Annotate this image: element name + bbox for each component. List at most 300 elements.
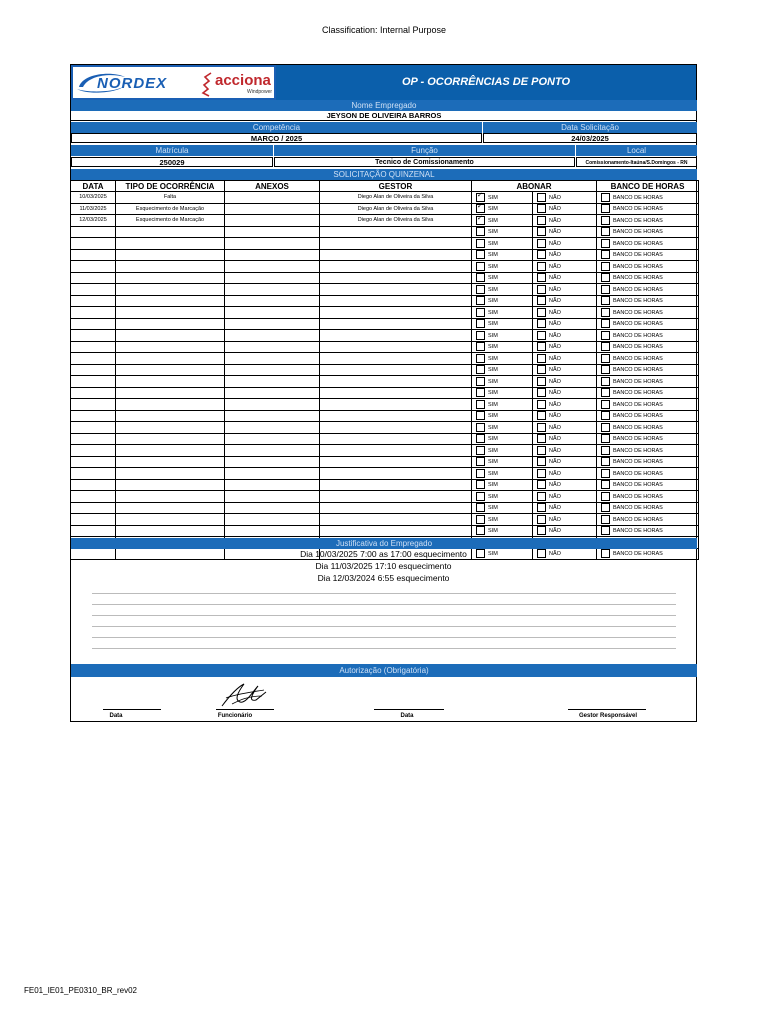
cell-gestor[interactable]	[320, 445, 472, 457]
checkbox-icon[interactable]	[537, 434, 546, 443]
cell-data[interactable]	[71, 318, 116, 330]
checkbox-icon[interactable]	[476, 204, 485, 213]
banco-option	[597, 226, 699, 238]
cell-data[interactable]	[71, 364, 116, 376]
checkbox-icon[interactable]	[537, 492, 546, 501]
cell-tipo[interactable]	[116, 318, 225, 330]
cell-gestor[interactable]	[320, 399, 472, 411]
acciona-logo-subtext: Windpower	[247, 89, 273, 95]
checkbox-icon[interactable]	[476, 526, 485, 535]
checkbox-icon[interactable]	[537, 526, 546, 535]
nao-option	[533, 353, 597, 365]
banco-option-label: BANCO DE HORAS	[613, 551, 663, 558]
cell-gestor[interactable]	[320, 364, 472, 376]
checkbox-icon[interactable]	[537, 400, 546, 409]
cell-anexos[interactable]	[225, 364, 320, 376]
cell-data[interactable]	[71, 341, 116, 353]
cell-anexos[interactable]	[225, 410, 320, 422]
checkbox-icon[interactable]	[476, 262, 485, 271]
checkbox-icon[interactable]	[537, 515, 546, 524]
sim-option	[472, 238, 533, 250]
checkbox-icon[interactable]	[537, 227, 546, 236]
cell-tipo[interactable]	[116, 422, 225, 434]
cell-tipo[interactable]: Esquecimento de Marcação	[116, 215, 225, 227]
checkbox-icon[interactable]	[537, 354, 546, 363]
checkbox-icon[interactable]	[537, 480, 546, 489]
cell-gestor[interactable]	[320, 491, 472, 503]
sim-option-label: SIM	[488, 321, 498, 328]
checkbox-icon[interactable]	[601, 457, 610, 466]
banco-option	[597, 410, 699, 422]
checkbox-icon[interactable]	[601, 285, 610, 294]
banco-option	[597, 295, 699, 307]
checkbox-icon[interactable]	[476, 239, 485, 248]
section-title: SOLICITAÇÃO QUINZENAL	[71, 169, 697, 180]
checkbox-icon[interactable]	[601, 239, 610, 248]
checkbox-icon[interactable]	[537, 423, 546, 432]
checkbox-icon[interactable]	[537, 250, 546, 259]
nao-option	[533, 491, 597, 503]
checkbox-icon[interactable]	[601, 319, 610, 328]
cell-data[interactable]	[71, 399, 116, 411]
cell-gestor[interactable]: Diego Alan de Oliveira da Silva	[320, 203, 472, 215]
checkbox-icon[interactable]	[476, 492, 485, 501]
cell-data[interactable]	[71, 295, 116, 307]
cell-data[interactable]	[71, 238, 116, 250]
cell-data[interactable]	[71, 445, 116, 457]
nao-option	[533, 226, 597, 238]
banco-option-label: BANCO DE HORAS	[613, 229, 663, 236]
cell-data[interactable]	[71, 514, 116, 526]
sim-option	[472, 422, 533, 434]
cell-tipo[interactable]	[116, 456, 225, 468]
table-row	[71, 295, 699, 307]
nao-option-label: NÃO	[549, 194, 561, 201]
checkbox-icon[interactable]	[537, 262, 546, 271]
checkbox-icon[interactable]	[537, 193, 546, 202]
checkbox-icon[interactable]	[601, 503, 610, 512]
sim-option	[472, 192, 533, 204]
checkbox-icon[interactable]	[601, 216, 610, 225]
checkbox-icon[interactable]	[476, 411, 485, 420]
justification-line-2: Dia 11/03/2025 17:10 esquecimento	[315, 561, 452, 571]
sim-option-label: SIM	[488, 252, 498, 259]
cell-data[interactable]	[71, 353, 116, 365]
cell-gestor[interactable]	[320, 502, 472, 514]
checkbox-icon[interactable]	[476, 250, 485, 259]
cell-tipo[interactable]	[116, 249, 225, 261]
cell-gestor[interactable]	[320, 479, 472, 491]
checkbox-icon[interactable]	[601, 204, 610, 213]
cell-data[interactable]	[71, 272, 116, 284]
cell-gestor[interactable]	[320, 410, 472, 422]
checkbox-icon[interactable]	[476, 193, 485, 202]
banco-option	[597, 445, 699, 457]
local-label: Local	[576, 145, 697, 156]
banco-option-label: BANCO DE HORAS	[613, 298, 663, 305]
checkbox-icon[interactable]	[601, 296, 610, 305]
cell-anexos[interactable]	[225, 525, 320, 537]
checkbox-icon[interactable]	[601, 354, 610, 363]
cell-gestor[interactable]	[320, 307, 472, 319]
cell-tipo[interactable]	[116, 479, 225, 491]
banco-option	[597, 249, 699, 261]
banco-option-label: BANCO DE HORAS	[613, 378, 663, 385]
sim-option-label: SIM	[488, 424, 498, 431]
checkbox-icon[interactable]	[476, 377, 485, 386]
checkbox-icon[interactable]	[537, 308, 546, 317]
cell-tipo[interactable]	[116, 445, 225, 457]
checkbox-icon[interactable]	[537, 204, 546, 213]
cell-tipo[interactable]	[116, 341, 225, 353]
cell-gestor[interactable]	[320, 433, 472, 445]
checkbox-icon[interactable]	[601, 308, 610, 317]
sim-option-label: SIM	[488, 447, 498, 454]
checkbox-icon[interactable]	[476, 400, 485, 409]
table-row	[71, 272, 699, 284]
banco-option-label: BANCO DE HORAS	[613, 286, 663, 293]
cell-gestor[interactable]	[320, 284, 472, 296]
banco-option	[597, 192, 699, 204]
checkbox-icon[interactable]	[476, 227, 485, 236]
cell-data[interactable]	[71, 284, 116, 296]
banco-option-label: BANCO DE HORAS	[613, 206, 663, 213]
cell-tipo[interactable]	[116, 226, 225, 238]
table-row	[71, 238, 699, 250]
cell-anexos[interactable]	[225, 261, 320, 273]
checkbox-icon[interactable]	[601, 227, 610, 236]
checkbox-icon[interactable]	[476, 423, 485, 432]
cell-anexos[interactable]	[225, 249, 320, 261]
banco-option-label: BANCO DE HORAS	[613, 332, 663, 339]
checkbox-icon[interactable]	[476, 354, 485, 363]
cell-tipo[interactable]	[116, 272, 225, 284]
table-row	[71, 376, 699, 388]
table-row	[71, 456, 699, 468]
checkbox-icon[interactable]	[601, 446, 610, 455]
checkbox-icon[interactable]	[476, 296, 485, 305]
cell-data[interactable]	[71, 502, 116, 514]
table-header-row	[71, 181, 699, 192]
sim-option	[472, 318, 533, 330]
cell-tipo[interactable]	[116, 307, 225, 319]
checkbox-icon[interactable]	[601, 400, 610, 409]
checkbox-icon[interactable]	[537, 446, 546, 455]
cell-data[interactable]	[71, 410, 116, 422]
sim-option	[472, 261, 533, 273]
cell-anexos[interactable]	[225, 215, 320, 227]
cell-data[interactable]	[71, 433, 116, 445]
checkbox-icon[interactable]	[601, 480, 610, 489]
cell-tipo[interactable]	[116, 525, 225, 537]
nao-option-label: NÃO	[549, 286, 561, 293]
checkbox-icon[interactable]	[476, 446, 485, 455]
checkbox-icon[interactable]	[601, 342, 610, 351]
nao-option-label: NÃO	[549, 401, 561, 408]
sim-option-label: SIM	[488, 206, 498, 213]
cell-gestor[interactable]	[320, 468, 472, 480]
cell-anexos[interactable]	[225, 502, 320, 514]
table-row	[71, 445, 699, 457]
cell-data[interactable]	[71, 226, 116, 238]
cell-anexos[interactable]	[225, 330, 320, 342]
cell-tipo[interactable]: Falta	[116, 192, 225, 204]
table-row	[71, 261, 699, 273]
sim-option-label: SIM	[488, 390, 498, 397]
checkbox-icon[interactable]	[601, 365, 610, 374]
cell-anexos[interactable]	[225, 226, 320, 238]
cell-data[interactable]	[71, 422, 116, 434]
banco-option-label: BANCO DE HORAS	[613, 424, 663, 431]
cell-tipo[interactable]	[116, 353, 225, 365]
checkbox-icon[interactable]	[537, 411, 546, 420]
cell-anexos[interactable]	[225, 192, 320, 204]
nao-option	[533, 203, 597, 215]
sim-option-label: SIM	[488, 378, 498, 385]
checkbox-icon[interactable]	[537, 503, 546, 512]
cell-gestor[interactable]	[320, 330, 472, 342]
cell-anexos[interactable]	[225, 445, 320, 457]
checkbox-icon[interactable]	[476, 365, 485, 374]
cell-gestor[interactable]	[320, 387, 472, 399]
checkbox-icon[interactable]	[476, 216, 485, 225]
cell-gestor[interactable]: Diego Alan de Oliveira da Silva	[320, 215, 472, 227]
checkbox-icon[interactable]	[601, 411, 610, 420]
cell-gestor[interactable]	[320, 341, 472, 353]
cell-data[interactable]	[71, 307, 116, 319]
table-row	[71, 525, 699, 537]
cell-tipo[interactable]	[116, 284, 225, 296]
cell-anexos[interactable]	[225, 387, 320, 399]
checkbox-icon[interactable]	[537, 319, 546, 328]
nao-option	[533, 330, 597, 342]
checkbox-icon[interactable]	[476, 285, 485, 294]
cell-tipo[interactable]	[116, 295, 225, 307]
cell-anexos[interactable]	[225, 514, 320, 526]
table-row	[71, 491, 699, 503]
cell-anexos[interactable]	[225, 295, 320, 307]
sim-option-label: SIM	[488, 263, 498, 270]
justification-rule	[92, 615, 676, 616]
cell-tipo[interactable]	[116, 468, 225, 480]
checkbox-icon[interactable]	[601, 492, 610, 501]
checkbox-icon[interactable]	[476, 319, 485, 328]
cell-gestor[interactable]	[320, 318, 472, 330]
checkbox-icon[interactable]	[537, 388, 546, 397]
nao-option	[533, 468, 597, 480]
checkbox-icon[interactable]	[476, 331, 485, 340]
cell-anexos[interactable]	[225, 353, 320, 365]
banco-option-label: BANCO DE HORAS	[613, 217, 663, 224]
cell-tipo[interactable]	[116, 491, 225, 503]
checkbox-icon[interactable]	[601, 193, 610, 202]
banco-option-label: BANCO DE HORAS	[613, 275, 663, 282]
checkbox-icon[interactable]	[601, 388, 610, 397]
cell-gestor[interactable]	[320, 525, 472, 537]
cell-gestor[interactable]: Diego Alan de Oliveira da Silva	[320, 192, 472, 204]
matricula-label: Matrícula	[71, 145, 273, 156]
checkbox-icon[interactable]	[476, 434, 485, 443]
cell-data[interactable]	[71, 330, 116, 342]
banco-option-label: BANCO DE HORAS	[613, 470, 663, 477]
checkbox-icon[interactable]	[476, 480, 485, 489]
cell-tipo[interactable]	[116, 399, 225, 411]
cell-data[interactable]	[71, 491, 116, 503]
table-row	[71, 341, 699, 353]
cell-data[interactable]	[71, 376, 116, 388]
checkbox-icon[interactable]	[476, 503, 485, 512]
cell-gestor[interactable]	[320, 261, 472, 273]
nao-option	[533, 387, 597, 399]
document-code: FE01_IE01_PE0310_BR_rev02	[24, 986, 137, 995]
cell-anexos[interactable]	[225, 203, 320, 215]
cell-tipo[interactable]	[116, 433, 225, 445]
banco-option-label: BANCO DE HORAS	[613, 194, 663, 201]
cell-data[interactable]: 12/03/2025	[71, 215, 116, 227]
cell-anexos[interactable]	[225, 456, 320, 468]
checkbox-icon[interactable]	[537, 377, 546, 386]
banco-option-label: BANCO DE HORAS	[613, 516, 663, 523]
checkbox-icon[interactable]	[601, 262, 610, 271]
sim-option	[472, 295, 533, 307]
nao-option	[533, 399, 597, 411]
table-row	[71, 514, 699, 526]
cell-gestor[interactable]	[320, 353, 472, 365]
nao-option-label: NÃO	[549, 367, 561, 374]
checkbox-icon[interactable]	[601, 515, 610, 524]
cell-anexos[interactable]	[225, 318, 320, 330]
checkbox-icon[interactable]	[537, 239, 546, 248]
checkbox-icon[interactable]	[537, 285, 546, 294]
checkbox-icon[interactable]	[537, 216, 546, 225]
cell-gestor[interactable]	[320, 272, 472, 284]
cell-anexos[interactable]	[225, 307, 320, 319]
sim-option	[472, 364, 533, 376]
nao-option-label: NÃO	[549, 493, 561, 500]
cell-tipo[interactable]	[116, 376, 225, 388]
signature-line-date-1	[103, 709, 161, 710]
sim-option-label: SIM	[488, 275, 498, 282]
cell-data[interactable]: 11/03/2025	[71, 203, 116, 215]
cell-anexos[interactable]	[225, 341, 320, 353]
sim-option	[472, 468, 533, 480]
cell-tipo[interactable]	[116, 364, 225, 376]
cell-data[interactable]: 10/03/2025	[71, 192, 116, 204]
cell-gestor[interactable]	[320, 295, 472, 307]
cell-anexos[interactable]	[225, 479, 320, 491]
checkbox-icon[interactable]	[601, 469, 610, 478]
cell-gestor[interactable]	[320, 238, 472, 250]
checkbox-icon[interactable]	[476, 308, 485, 317]
cell-gestor[interactable]	[320, 226, 472, 238]
checkbox-icon[interactable]	[537, 365, 546, 374]
cell-anexos[interactable]	[225, 433, 320, 445]
cell-gestor[interactable]	[320, 422, 472, 434]
banco-option	[597, 502, 699, 514]
checkbox-icon[interactable]	[476, 388, 485, 397]
sim-option	[472, 203, 533, 215]
nao-option-label: NÃO	[549, 470, 561, 477]
cell-data[interactable]	[71, 261, 116, 273]
cell-tipo[interactable]	[116, 502, 225, 514]
nao-option	[533, 261, 597, 273]
nao-option	[533, 284, 597, 296]
data-solicitacao-value: 24/03/2025	[483, 133, 697, 143]
cell-tipo[interactable]: Esquecimento de Marcação	[116, 203, 225, 215]
cell-data[interactable]	[71, 468, 116, 480]
nao-option-label: NÃO	[549, 447, 561, 454]
checkbox-icon[interactable]	[537, 331, 546, 340]
cell-tipo[interactable]	[116, 410, 225, 422]
checkbox-icon[interactable]	[601, 331, 610, 340]
banco-option	[597, 525, 699, 537]
checkbox-icon[interactable]	[537, 457, 546, 466]
table-row	[71, 502, 699, 514]
nao-option	[533, 364, 597, 376]
nao-option	[533, 456, 597, 468]
cell-gestor[interactable]	[320, 376, 472, 388]
cell-anexos[interactable]	[225, 238, 320, 250]
cell-tipo[interactable]	[116, 387, 225, 399]
checkbox-icon[interactable]	[601, 423, 610, 432]
cell-data[interactable]	[71, 456, 116, 468]
cell-data[interactable]	[71, 387, 116, 399]
cell-tipo[interactable]	[116, 238, 225, 250]
checkbox-icon[interactable]	[601, 377, 610, 386]
cell-anexos[interactable]	[225, 284, 320, 296]
checkbox-icon[interactable]	[476, 515, 485, 524]
nao-option	[533, 502, 597, 514]
cell-gestor[interactable]	[320, 514, 472, 526]
checkbox-icon[interactable]	[601, 273, 610, 282]
checkbox-icon[interactable]	[601, 526, 610, 535]
checkbox-icon[interactable]	[537, 469, 546, 478]
checkbox-icon[interactable]	[476, 469, 485, 478]
table-row	[71, 330, 699, 342]
cell-gestor[interactable]	[320, 249, 472, 261]
cell-data[interactable]	[71, 525, 116, 537]
sim-option	[472, 272, 533, 284]
classification-label: Classification: Internal Purpose	[321, 25, 447, 35]
checkbox-icon[interactable]	[476, 457, 485, 466]
sim-option	[472, 491, 533, 503]
nao-option-label: NÃO	[549, 229, 561, 236]
cell-anexos[interactable]	[225, 422, 320, 434]
signature-icon	[218, 680, 270, 710]
local-value: Comissionamento-Itaúna/S.Domingos - RN	[576, 157, 697, 167]
checkbox-icon[interactable]	[601, 250, 610, 259]
banco-option	[597, 468, 699, 480]
cell-data[interactable]	[71, 249, 116, 261]
cell-anexos[interactable]	[225, 491, 320, 503]
cell-anexos[interactable]	[225, 399, 320, 411]
checkbox-icon[interactable]	[601, 434, 610, 443]
cell-anexos[interactable]	[225, 376, 320, 388]
cell-data[interactable]	[71, 479, 116, 491]
checkbox-icon[interactable]	[476, 273, 485, 282]
checkbox-icon[interactable]	[476, 342, 485, 351]
cell-tipo[interactable]	[116, 330, 225, 342]
checkbox-icon[interactable]	[537, 342, 546, 351]
cell-anexos[interactable]	[225, 272, 320, 284]
cell-tipo[interactable]	[116, 514, 225, 526]
checkbox-icon[interactable]	[537, 273, 546, 282]
cell-tipo[interactable]	[116, 261, 225, 273]
cell-anexos[interactable]	[225, 468, 320, 480]
checkbox-icon[interactable]	[537, 296, 546, 305]
employee-label: Funcionário	[217, 713, 253, 719]
cell-gestor[interactable]	[320, 456, 472, 468]
